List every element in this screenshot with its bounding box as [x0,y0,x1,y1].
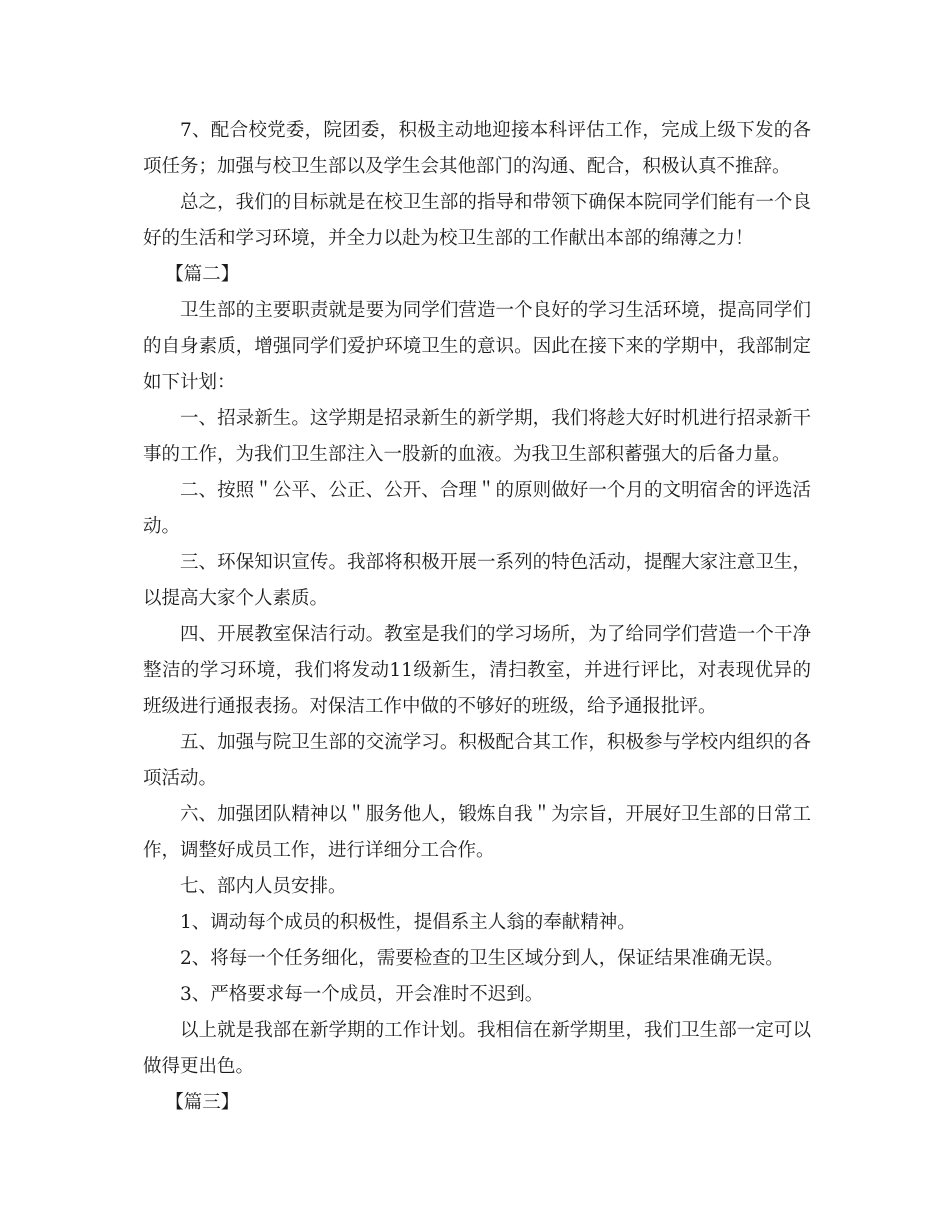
paragraph-item-7: 7、配合校党委，院团委，积极主动地迎接本科评估工作，完成上级下发的各项任务；加强与校卫生部以及学生会其他部门的沟通、配合，积极认真不推辞。 [143,120,811,177]
paragraph-plan-4: 四、开展教室保洁行动。教室是我们的学习场所，为了给同学们营造一个干净整洁的学习环境，我们将发动11级新生，清扫教室，并进行评比，对表现优异的班级进行通报表扬。对保洁工作中做的不够好的班级，给予通报批评。 [143,624,811,717]
paragraph-plan-5: 五、加强与院卫生部的交流学习。积极配合其工作，积极参与学校内组织的各项活动。 [143,732,811,789]
document-body [143,113,811,1121]
paragraph-plan-2: 二、按照＂公平、公正、公开、合理＂的原则做好一个月的文明宿舍的评选活动。 [143,480,811,537]
paragraph-intro: 卫生部的主要职责就是要为同学们营造一个良好的学习生活环境，提高同学们的自身素质，增强同学们爱护环境卫生的意识。因此在接下来的学期中，我部制定如下计划： [143,300,811,393]
paragraph-plan-1: 一、招录新生。这学期是招录新生的新学期，我们将趁大好时机进行招录新干事的工作，为我们卫生部注入一股新的血液。为我卫生部积蓄强大的后备力量。 [143,408,811,465]
paragraph-staff-1: 1、调动每个成员的积极性，提倡系主人翁的奉献精神。 [180,912,636,933]
paragraph-staff-2: 2、将每一个任务细化，需要检查的卫生区域分到人，保证结果准确无误。 [180,948,784,969]
paragraph-conclusion: 以上就是我部在新学期的工作计划。我相信在新学期里，我们卫生部一定可以做得更出色。 [143,1020,811,1077]
paragraph-plan-7: 七、部内人员安排。 [180,876,347,897]
section-heading-part-three: 【篇三】 [165,1092,240,1113]
paragraph-plan-6: 六、加强团队精神以＂服务他人，锻炼自我＂为宗旨，开展好卫生部的日常工作，调整好成员工作，进行详细分工合作。 [143,804,811,861]
paragraph-summary: 总之，我们的目标就是在校卫生部的指导和带领下确保本院同学们能有一个良好的生活和学习环境，并全力以赴为校卫生部的工作献出本部的绵薄之力！ [143,192,811,249]
section-heading-part-two: 【篇二】 [165,264,240,285]
paragraph-staff-3: 3、严格要求每一个成员，开会准时不迟到。 [180,984,544,1005]
paragraph-plan-3: 三、环保知识宣传。我部将积极开展一系列的特色活动，提醒大家注意卫生，以提高大家个人素质。 [143,552,811,609]
